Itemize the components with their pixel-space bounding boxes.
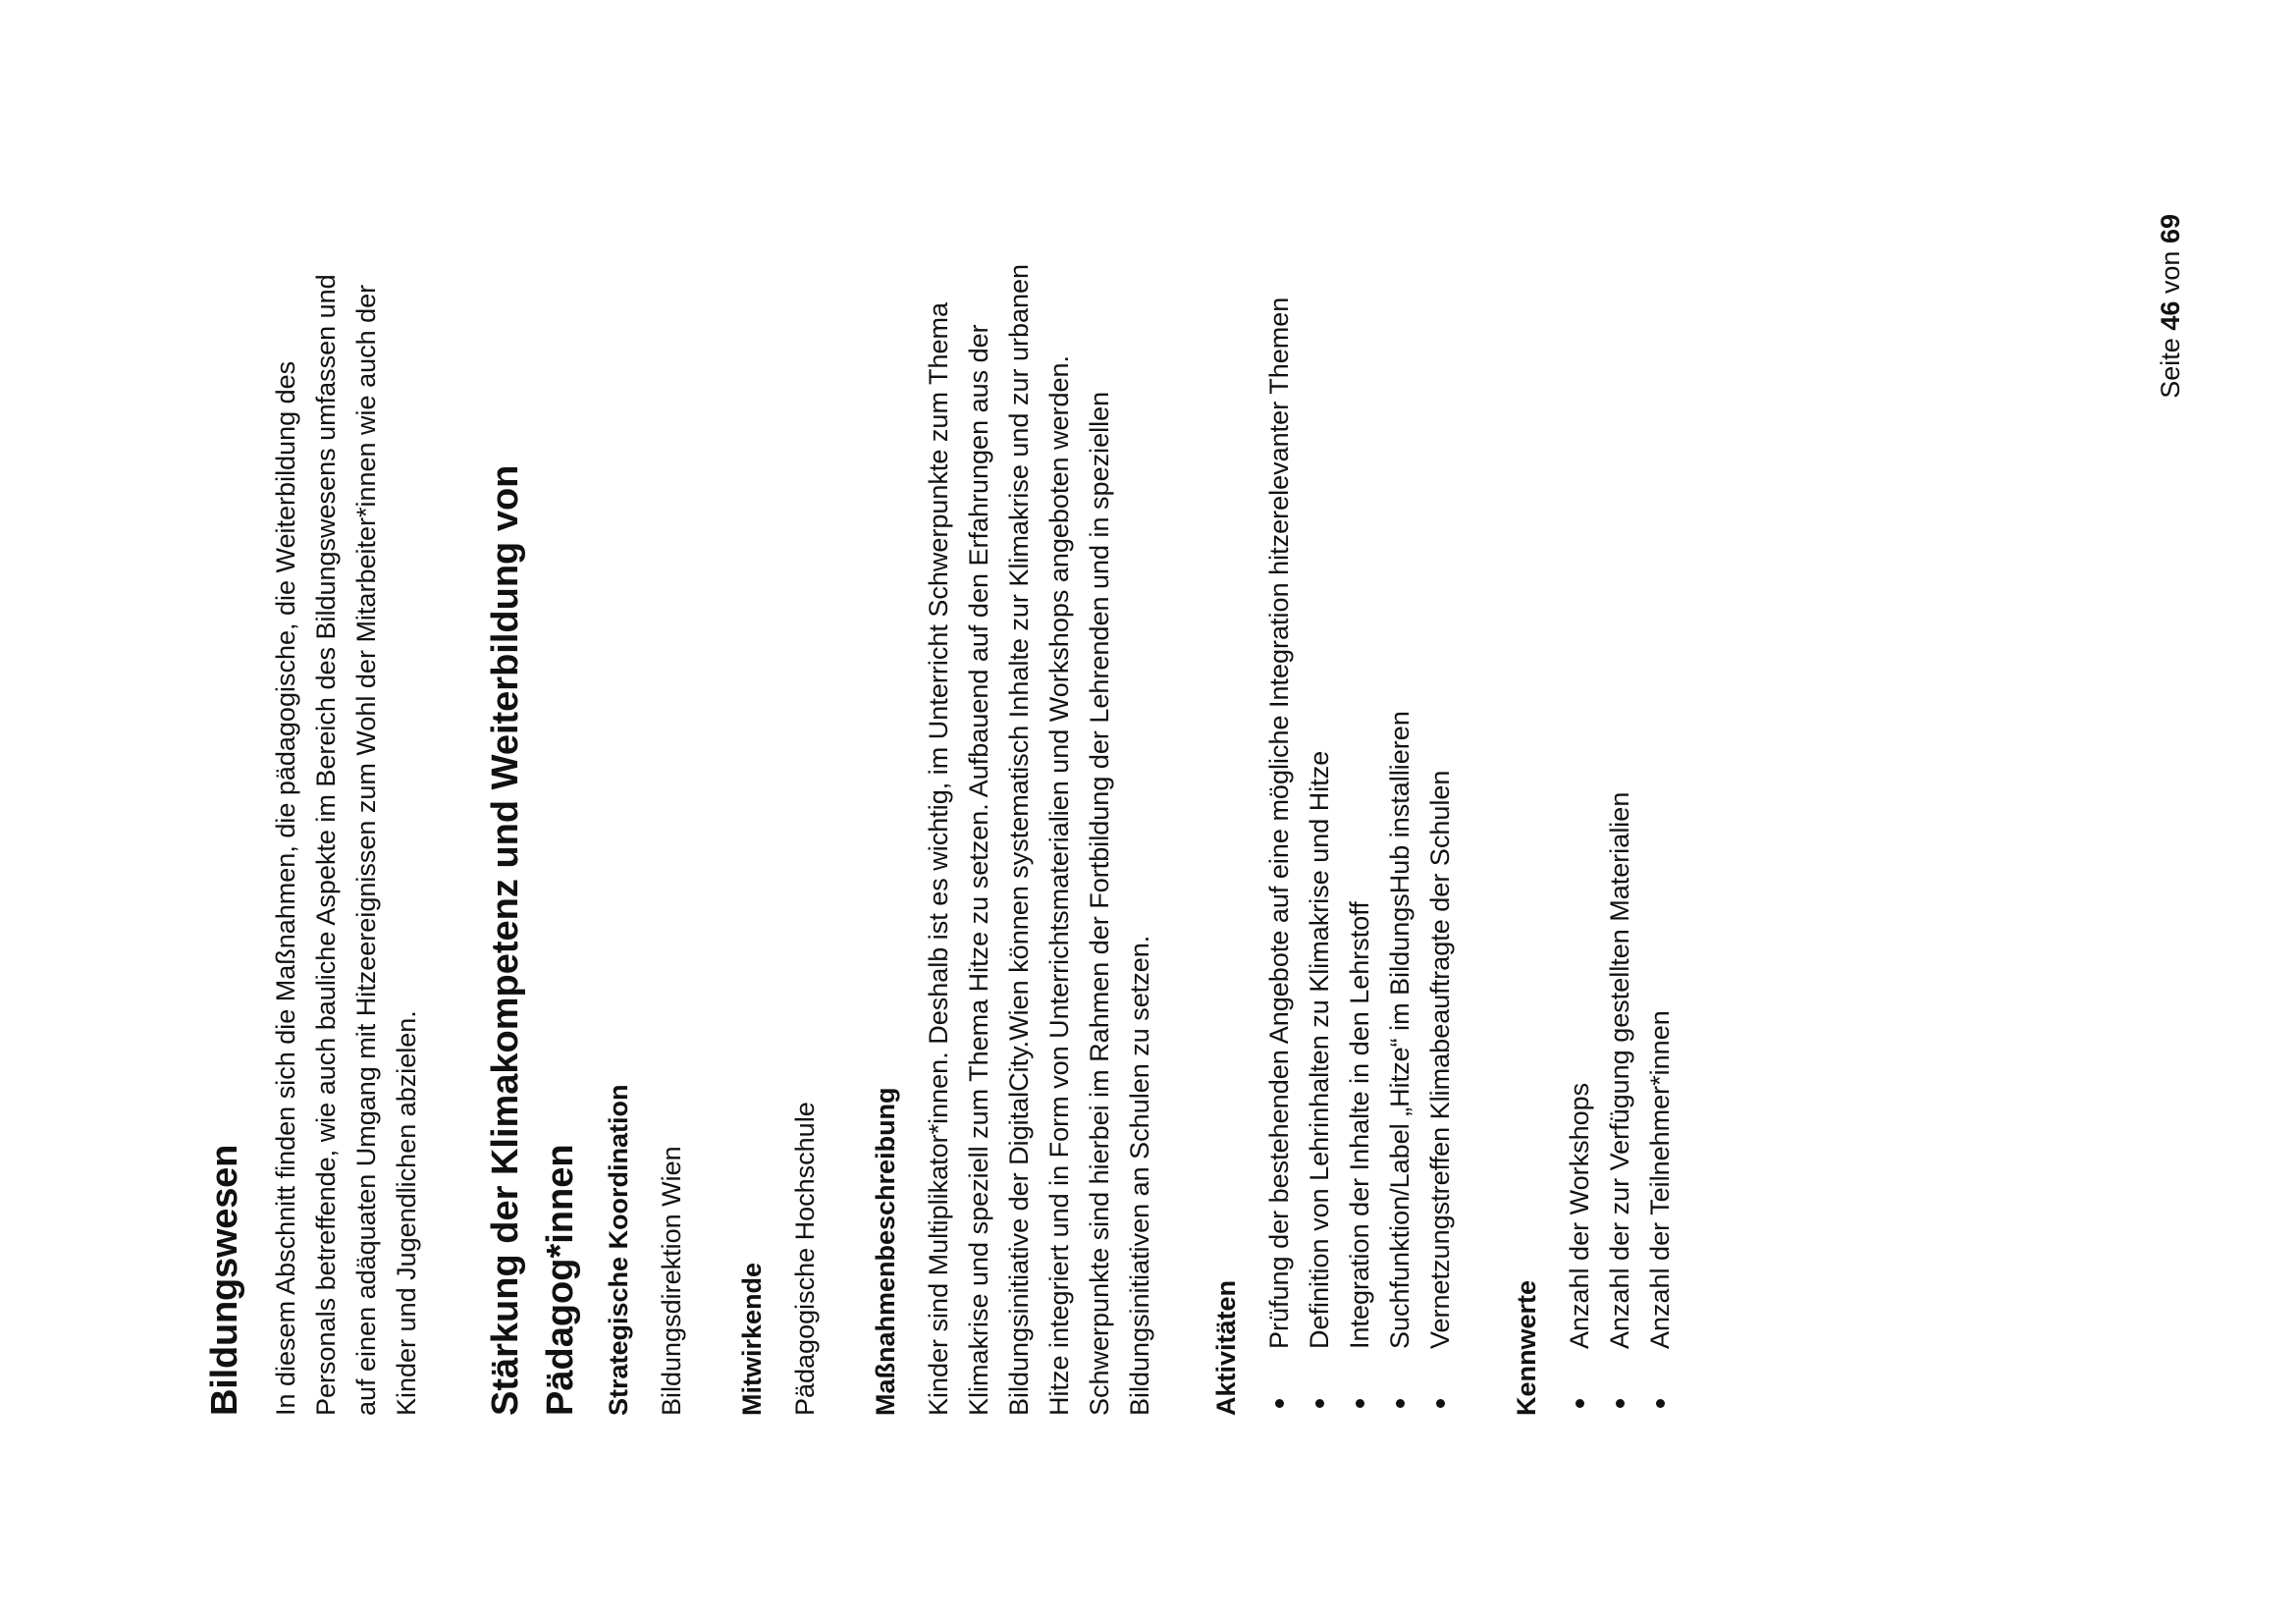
list-item: Anzahl der Workshops bbox=[1560, 238, 1600, 1416]
coordination-value: Bildungsdirektion Wien bbox=[657, 1146, 686, 1416]
measure-title: Stärkung der Klimakompetenz und Weiterbildung von Pädagog*innen bbox=[485, 464, 581, 1416]
section-title: Bildungswesen bbox=[204, 1144, 245, 1416]
list-item: Vernetzungstreffen Klimabeauftragte der Schulen bbox=[1420, 238, 1461, 1416]
list-item: Definition von Lehrinhalten zu Klimakrise und Hitze bbox=[1300, 238, 1340, 1416]
page-number-separator: von bbox=[2156, 250, 2185, 295]
contributors-value: Pädagogische Hochschule bbox=[790, 1102, 820, 1416]
list-item: Anzahl der zur Verfügung gestellten Materialien bbox=[1600, 238, 1640, 1416]
list-item: Integration der Inhalte in den Lehrstoff bbox=[1340, 238, 1380, 1416]
description-text: Kinder sind Multiplikator*innen. Deshalb ist es wichtig, im Unterricht Schwerpunkte zum Thema Klimakrise und speziell zum Thema Hitze zu setzen. Aufbauend auf den Erfahrungen aus der Bildungsinitiative der DigitalCity.Wien können systematisch Inhalte zur Klimakrise und zur urbanen Hitze integriert und in Form von Unterrichtsmaterialien und Workshops angeboten werden. Schwerpunkte sind hierbei im Rahmen der Fortbildung der Lehrenden und in speziellen Bildungsinitiativen an Schulen zu setzen. bbox=[924, 263, 1154, 1416]
page-content bbox=[204, 238, 1681, 1416]
kpis-heading: Kennwerte bbox=[1512, 1279, 1541, 1416]
page-number bbox=[2156, 214, 2186, 399]
coordination-heading: Strategische Koordination bbox=[604, 1084, 633, 1416]
kpis-list bbox=[1560, 238, 1681, 1416]
list-item: Anzahl der Teilnehmer*innen bbox=[1640, 238, 1681, 1416]
description-heading: Maßnahmenbeschreibung bbox=[871, 1087, 900, 1416]
activities-list bbox=[1259, 238, 1461, 1416]
section-intro: In diesem Abschnitt finden sich die Maßnahmen, die pädagogische, die Weiterbildung des Personals betreffende, wie auch bauliche Aspekte im Bereich des Bildungswesens umfassen und auf einen adäquaten Umgang mit Hitzeereignissen zum Wohl der Mitarbeiter*innen wie auch der Kinder und Jugendlichen abzielen. bbox=[271, 274, 421, 1416]
page-number-prefix: Seite bbox=[2156, 338, 2185, 399]
list-item: Prüfung der bestehenden Angebote auf eine mögliche Integration hitzerelevanter Themen bbox=[1259, 238, 1300, 1416]
contributors-heading: Mitwirkende bbox=[737, 1262, 767, 1416]
activities-heading: Aktivitäten bbox=[1211, 1279, 1241, 1416]
total-pages: 69 bbox=[2156, 214, 2185, 244]
current-page: 46 bbox=[2156, 300, 2185, 331]
list-item: Suchfunktion/Label „Hitze“ im BildungsHub installieren bbox=[1380, 238, 1420, 1416]
